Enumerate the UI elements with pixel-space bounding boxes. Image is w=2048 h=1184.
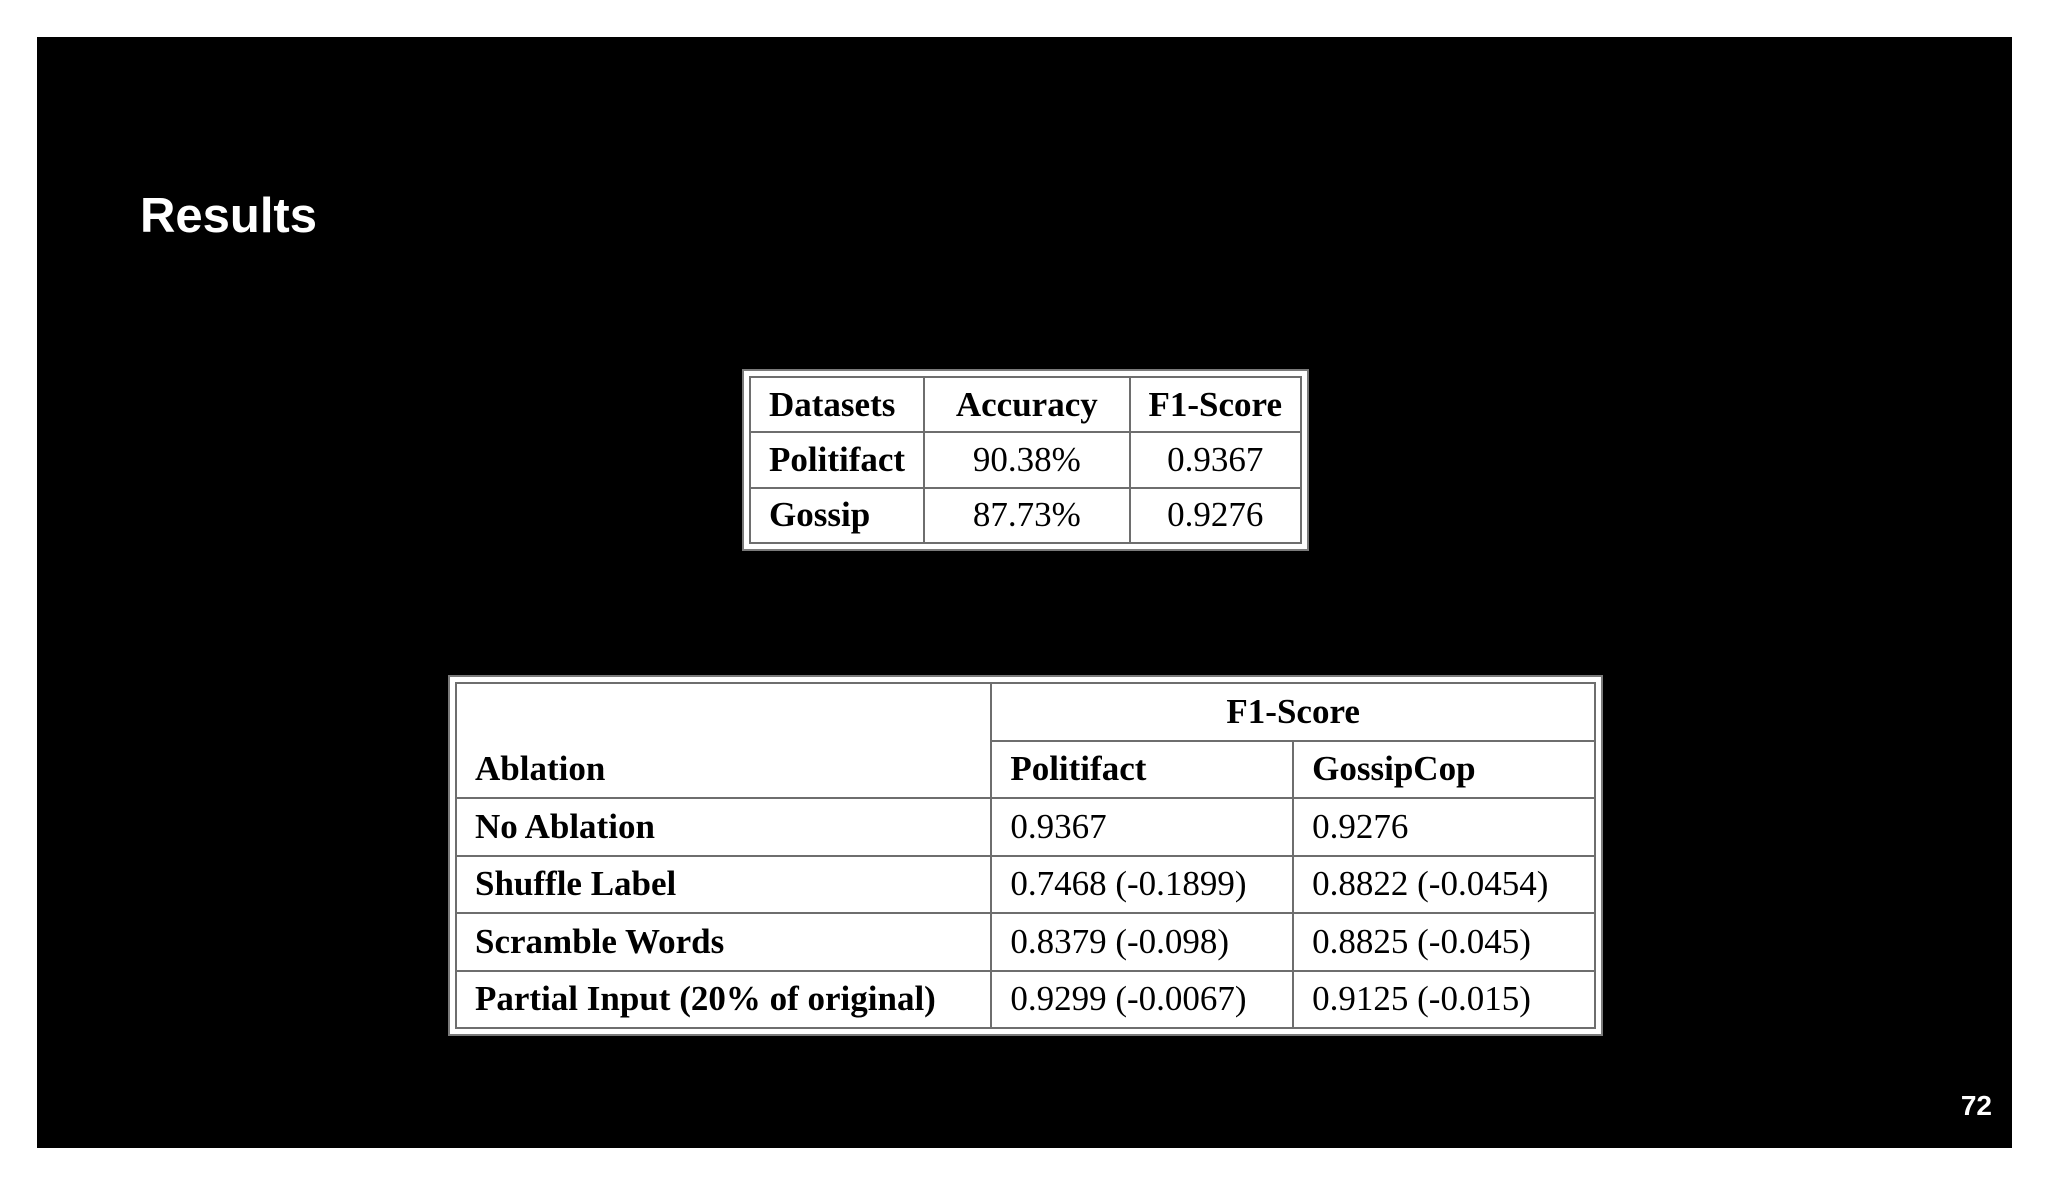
dataset-cell: Politifact (750, 432, 924, 487)
header-accuracy: Accuracy (924, 377, 1129, 432)
ablation-cell: Shuffle Label (456, 856, 991, 914)
politifact-cell: 0.9367 (991, 798, 1293, 856)
politifact-cell: 0.8379 (-0.098) (991, 913, 1293, 971)
politifact-cell: 0.9299 (-0.0067) (991, 971, 1293, 1029)
table-row (456, 798, 1595, 856)
table-group-header-row (456, 683, 1595, 741)
accuracy-cell: 90.38% (924, 432, 1129, 487)
f1-cell: 0.9276 (1130, 488, 1301, 543)
table-row (456, 913, 1595, 971)
header-f1-score: F1-Score (1130, 377, 1301, 432)
table-row (456, 971, 1595, 1029)
results-table (749, 376, 1302, 544)
corner-cell (456, 683, 991, 741)
header-politifact: Politifact (991, 741, 1293, 799)
header-datasets: Datasets (750, 377, 924, 432)
ablation-cell: Partial Input (20% of original) (456, 971, 991, 1029)
gossipcop-cell: 0.9125 (-0.015) (1293, 971, 1595, 1029)
ablation-table (455, 682, 1596, 1029)
gossipcop-cell: 0.9276 (1293, 798, 1595, 856)
ablation-cell: Scramble Words (456, 913, 991, 971)
table-header-row (750, 377, 1301, 432)
gossipcop-cell: 0.8822 (-0.0454) (1293, 856, 1595, 914)
table-header-row (456, 741, 1595, 799)
slide (37, 37, 2012, 1148)
header-gossipcop: GossipCop (1293, 741, 1595, 799)
table-row (456, 856, 1595, 914)
table-row (750, 488, 1301, 543)
results-table-frame (742, 369, 1309, 551)
header-ablation: Ablation (456, 741, 991, 799)
accuracy-cell: 87.73% (924, 488, 1129, 543)
slide-title: Results (140, 189, 318, 243)
ablation-cell: No Ablation (456, 798, 991, 856)
dataset-cell: Gossip (750, 488, 924, 543)
gossipcop-cell: 0.8825 (-0.045) (1293, 913, 1595, 971)
f1-cell: 0.9367 (1130, 432, 1301, 487)
page-number: 72 (1960, 1090, 1992, 1121)
table-row (750, 432, 1301, 487)
ablation-table-frame (448, 675, 1603, 1036)
header-f1-score-group: F1-Score (991, 683, 1595, 741)
politifact-cell: 0.7468 (-0.1899) (991, 856, 1293, 914)
